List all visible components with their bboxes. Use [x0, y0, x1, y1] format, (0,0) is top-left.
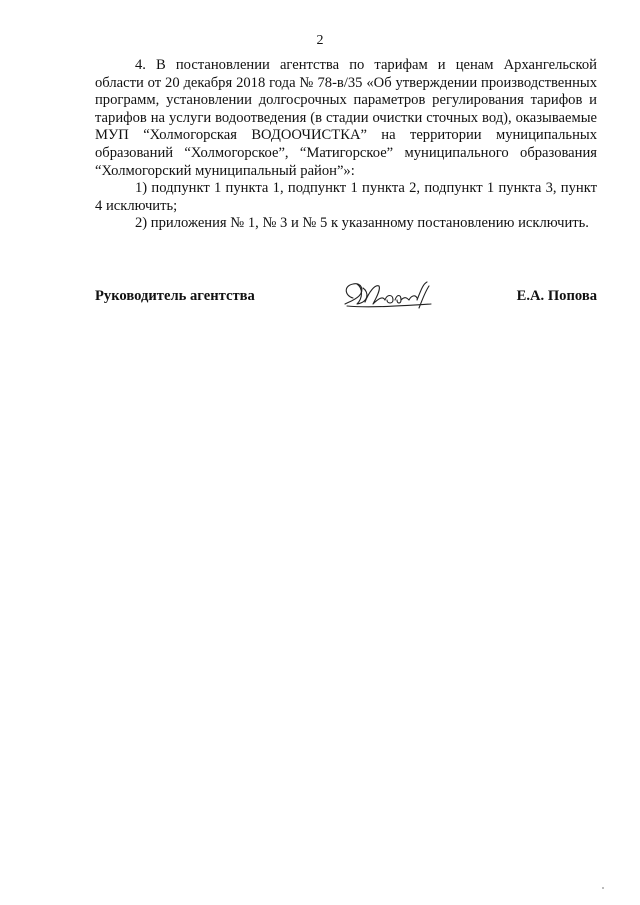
subitem-2: 2) приложения № 1, № 3 и № 5 к указанному постановлению исключить. — [135, 215, 589, 232]
subitem-1: 1) подпункт 1 пункта 1, подпункт 1 пункта 2, подпункт 1 пункта 3, пункт 4 исключить; — [95, 180, 597, 214]
scan-speck — [602, 887, 604, 889]
body-text — [95, 57, 597, 233]
page-number: 2 — [316, 33, 324, 48]
handwritten-signature — [339, 278, 435, 312]
paragraph-4: 4. В постановлении агентства по тарифам и ценам Архангельской области от 20 декабря 2018 года № 78-в/35 «Об утверждении производственных программ, установлении долгосрочных параметров регулирования тарифов и тарифов на услуги водоотведения (в стадии очистки сточных вод), оказываемые МУП “Холмогорская ВОДООЧИСТКА” на территории муниципальных образований “Холмогорское”, “Матигорское” муниципального образования “Холмогорский муниципальный район”»: — [95, 57, 597, 179]
signatory-name: Е.А. Попова — [516, 288, 597, 304]
signatory-title: Руководитель агентства — [95, 288, 255, 304]
signature-block — [95, 278, 597, 318]
